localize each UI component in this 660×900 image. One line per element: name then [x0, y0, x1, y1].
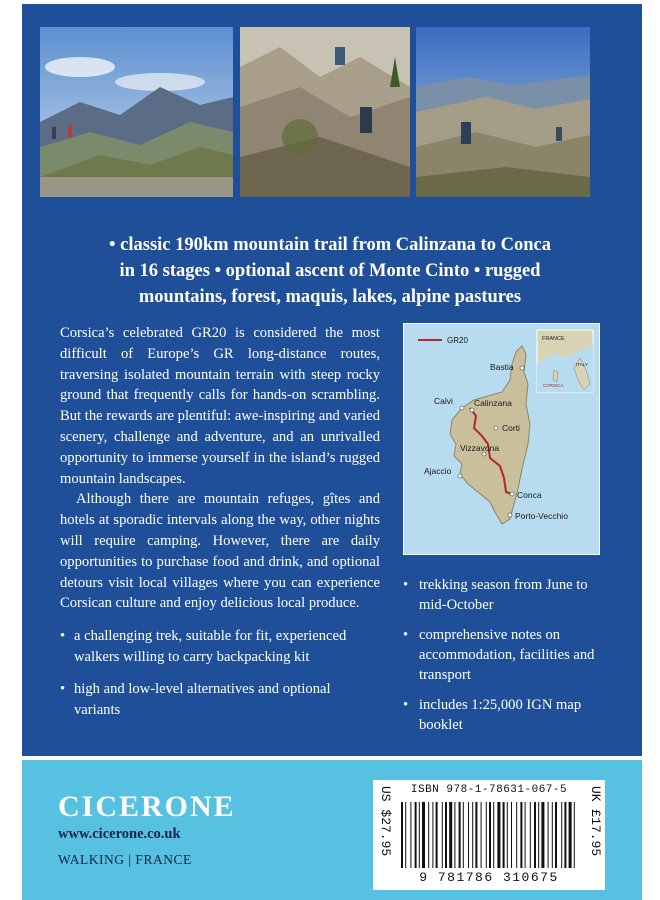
- town-ajaccio: Ajaccio: [424, 466, 452, 476]
- photo-hikers-plateau: [416, 27, 590, 197]
- corsica-map-svg: [404, 324, 599, 554]
- highlight-line-2: in 16 stages • optional ascent of Monte Cinto • rugged: [119, 261, 541, 281]
- route-map: [403, 323, 600, 555]
- publisher-url[interactable]: www.cicerone.co.uk: [58, 826, 181, 842]
- feature-item: • high and low-level alternatives and optional variants: [60, 679, 380, 721]
- town-conca: Conca: [517, 490, 542, 500]
- barcode: [399, 802, 579, 868]
- ean-number: 9 781786 310675: [419, 870, 559, 885]
- description: [60, 323, 380, 731]
- price-uk: UK £17.95: [588, 786, 603, 857]
- town-vizzavona: Vizzavona: [460, 443, 500, 453]
- feature-item: • comprehensive notes on accommodation, facilities and transport: [403, 625, 603, 685]
- publisher-footer: [22, 760, 642, 900]
- feature-item: • trekking season from June to mid-October: [403, 575, 603, 615]
- isbn-number: ISBN 978-1-78631-067-5: [410, 784, 568, 796]
- description-para-1: Corsica’s celebrated GR20 is considered the most difficult of Europe’s GR long-distance routes, traversing isolated mountain terrain with steep rocky ground that frequently calls for hands-on scrambling. But the rewards are plentiful: awe-inspiring and varied scenery, challenge and adventure, and an unrivalled opportunity to immerse yourself in the island’s rugged mountain landscapes.: [60, 325, 380, 487]
- town-bastia: Bastia: [490, 362, 514, 372]
- highlight-line-3: mountains, forest, maquis, lakes, alpine pastures: [138, 287, 522, 307]
- price-us: US $27.95: [378, 786, 393, 857]
- category-label: WALKING | FRANCE: [58, 852, 192, 867]
- description-para-2: Although there are mountain refuges, gîtes and hotels at sporadic intervals along the way, other nights will require camping. However, there are daily opportunities to purchase food and drink, and optional detours visit local villages where you can experience Corsican culture and enjoy delicious local produce.: [60, 491, 380, 612]
- inset-label-france: FRANCE: [542, 336, 565, 342]
- inset-label-italy: ITALY: [576, 362, 588, 367]
- inset-label-corsica: CORSICA: [543, 383, 564, 388]
- feature-list-left: [60, 626, 380, 720]
- photo-hikers-ridge: [40, 27, 233, 197]
- town-corti: Corti: [502, 423, 520, 433]
- feature-item: • includes 1:25,000 IGN map booklet: [403, 695, 603, 735]
- feature-item: • a challenging trek, suitable for fit, experienced walkers willing to carry backpacking kit: [60, 626, 380, 668]
- legend-label: GR20: [447, 336, 468, 345]
- town-porto-vecchio: Porto-Vecchio: [515, 511, 568, 521]
- town-calvi: Calvi: [434, 396, 453, 406]
- publisher-logo: CICERONE: [58, 790, 236, 823]
- feature-list-right: [403, 575, 603, 745]
- barcode-panel: [373, 780, 605, 890]
- town-calinzana: Calinzana: [474, 398, 512, 408]
- highlight-line-1: • classic 190km mountain trail from Calinzana to Conca: [109, 235, 551, 255]
- highlights-block: [60, 232, 600, 310]
- photo-hikers-scrambling: [240, 27, 410, 197]
